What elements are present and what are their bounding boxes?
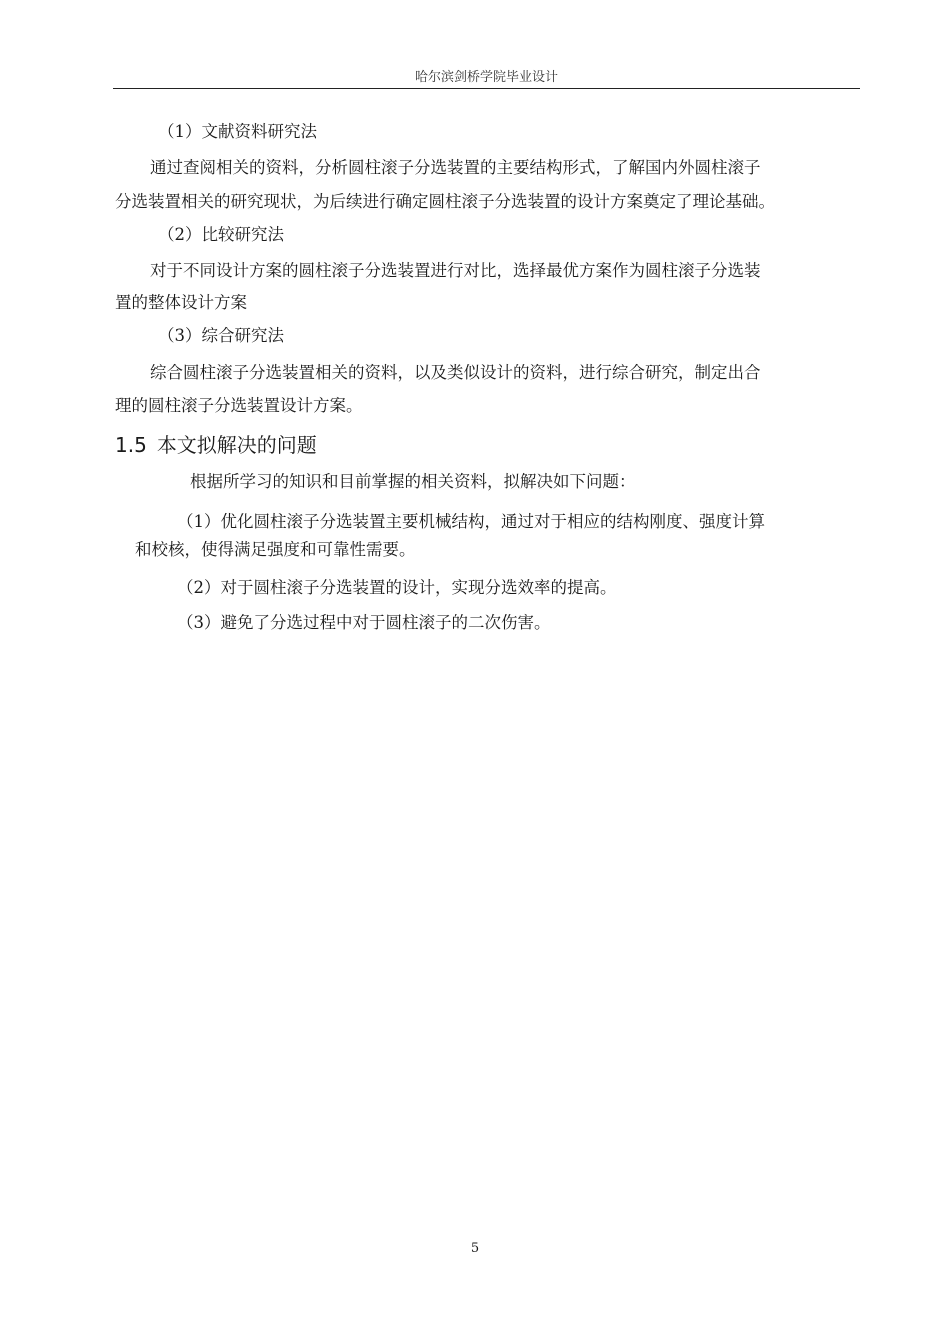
section-heading xyxy=(115,432,317,458)
paragraph-line: 通过查阅相关的资料，分析圆柱滚子分选装置的主要结构形式，了解国内外圆柱滚子 xyxy=(150,158,761,177)
problem-1-line: （1）优化圆柱滚子分选装置主要机械结构，通过对于相应的结构刚度、强度计算 xyxy=(177,512,765,531)
section-title: 本文拟解决的问题 xyxy=(156,433,317,457)
problem-2-line: （2）对于圆柱滚子分选装置的设计，实现分选效率的提高。 xyxy=(177,578,617,597)
method-2-heading: （2）比较研究法 xyxy=(158,225,284,244)
paragraph-line: 理的圆柱滚子分选装置设计方案。 xyxy=(115,396,363,415)
method-1-heading: （1）文献资料研究法 xyxy=(158,122,317,141)
paragraph-line: 置的整体设计方案 xyxy=(115,293,247,312)
section-intro: 根据所学习的知识和目前掌握的相关资料，拟解决如下问题： xyxy=(190,472,636,491)
problem-3-line: （3）避免了分选过程中对于圆柱滚子的二次伤害。 xyxy=(177,613,551,632)
running-header: 哈尔滨剑桥学院毕业设计 xyxy=(414,70,558,85)
header-rule xyxy=(113,88,860,89)
problem-1-line: 和校核，使得满足强度和可靠性需要。 xyxy=(135,540,416,559)
method-3-heading: （3）综合研究法 xyxy=(158,326,284,345)
paragraph-line: 对于不同设计方案的圆柱滚子分选装置进行对比，选择最优方案作为圆柱滚子分选装 xyxy=(150,261,761,280)
paragraph-line: 综合圆柱滚子分选装置相关的资料，以及类似设计的资料，进行综合研究，制定出合 xyxy=(150,363,761,382)
page-number: 5 xyxy=(470,1241,480,1256)
section-number: 1.5 xyxy=(115,433,147,457)
paragraph-line: 分选装置相关的研究现状，为后续进行确定圆柱滚子分选装置的设计方案奠定了理论基础。 xyxy=(115,192,775,211)
